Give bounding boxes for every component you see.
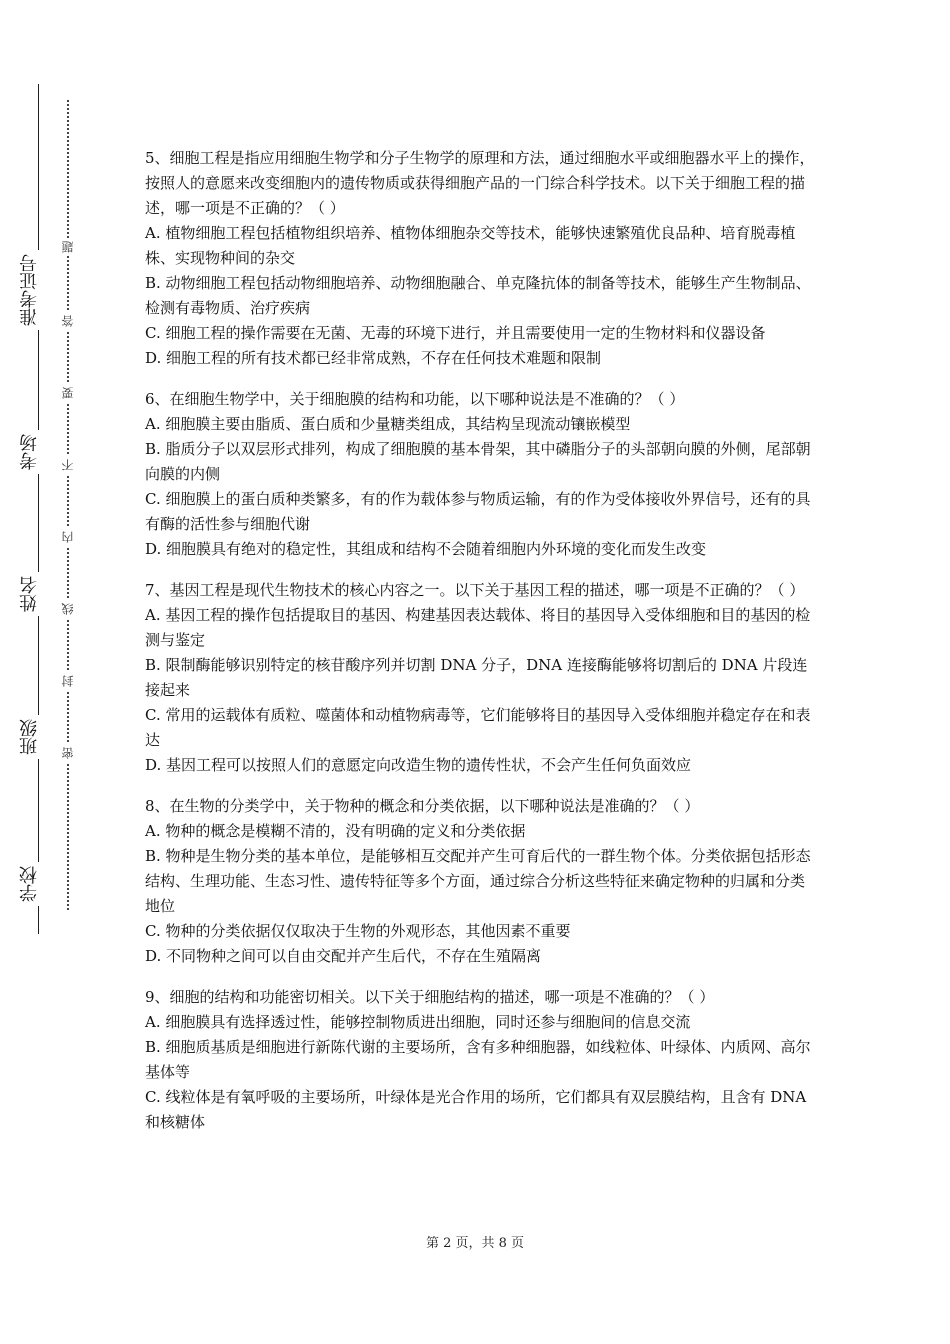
field-school: 学校	[16, 862, 44, 906]
option-d: D. 不同物种之间可以自由交配并产生后代，不存在生殖隔离	[145, 947, 542, 965]
seal-char-6: 线	[58, 600, 78, 618]
option-c: C. 线粒体是有氧呼吸的主要场所，叶绿体是光合作用的场所，它们都具有双层膜结构，且含有 DNA 和核糖体	[145, 1088, 807, 1131]
option-c: C. 细胞膜上的蛋白质种类繁多，有的作为载体参与物质运输，有的作为受体接收外界信号，还有的具有酶的活性参与细胞代谢	[145, 490, 811, 533]
seal-char-1: 题	[58, 238, 78, 256]
question-5	[145, 146, 815, 371]
option-b: B. 物种是生物分类的基本单位，是能够相互交配并产生可育后代的一群生物个体。分类依据包括形态结构、生理功能、生态习性、遗传特征等多个方面，通过综合分析这些特征来确定物种的归属和分类地位	[145, 847, 811, 915]
field-exam-number: 准考证号	[16, 250, 44, 330]
seal-char-2: 答	[58, 312, 78, 330]
question-6	[145, 387, 815, 562]
binding-solid-line	[38, 84, 39, 934]
question-stem: 6、在细胞生物学中，关于细胞膜的结构和功能，以下哪种说法是不准确的？（ ）	[145, 390, 685, 408]
seal-char-4: 不	[58, 456, 78, 474]
field-class: 班级	[16, 715, 44, 759]
question-stem: 9、细胞的结构和功能密切相关。以下关于细胞结构的描述，哪一项是不准确的？（ ）	[145, 988, 715, 1006]
question-list	[145, 146, 815, 1151]
page-number-footer: 第 2 页，共 8 页	[425, 1236, 525, 1251]
question-8	[145, 794, 815, 969]
option-b: B. 细胞质基质是细胞进行新陈代谢的主要场所，含有多种细胞器，如线粒体、叶绿体、内质网、高尔基体等	[145, 1038, 811, 1081]
option-d: D. 基因工程可以按照人们的意愿定向改造生物的遗传性状，不会产生任何负面效应	[145, 756, 692, 774]
field-name: 姓名	[16, 572, 44, 616]
binding-dotted-line	[67, 100, 69, 910]
question-9	[145, 985, 815, 1135]
binding-margin	[0, 0, 120, 1344]
field-exam-room: 考场	[16, 430, 44, 474]
option-d: D. 细胞工程的所有技术都已经非常成熟，不存在任何技术难题和限制	[145, 349, 602, 367]
question-stem: 5、细胞工程是指应用细胞生物学和分子生物学的原理和方法，通过细胞水平或细胞器水平上的操作，按照人的意愿来改变细胞内的遗传物质或获得细胞产品的一门综合科学技术。以下关于细胞工程的描述，哪一项是不正确的？（ ）	[145, 149, 815, 217]
option-a: A. 细胞膜主要由脂质、蛋白质和少量糖类组成，其结构呈现流动镶嵌模型	[145, 415, 631, 433]
option-a: A. 植物细胞工程包括植物组织培养、植物体细胞杂交等技术，能够快速繁殖优良品种、培育脱毒植株、实现物种间的杂交	[145, 224, 796, 267]
seal-char-5: 内	[58, 528, 78, 546]
option-a: A. 基因工程的操作包括提取目的基因、构建基因表达载体、将目的基因导入受体细胞和目的基因的检测与鉴定	[145, 606, 811, 649]
question-7	[145, 578, 815, 778]
option-c: C. 细胞工程的操作需要在无菌、无毒的环境下进行，并且需要使用一定的生物材料和仪器设备	[145, 324, 766, 342]
question-stem: 7、基因工程是现代生物技术的核心内容之一。以下关于基因工程的描述，哪一项是不正确的？（ ）	[145, 581, 805, 599]
option-b: B. 动物细胞工程包括动物细胞培养、动物细胞融合、单克隆抗体的制备等技术，能够生产生物制品、检测有毒物质、治疗疾病	[145, 274, 811, 317]
option-a: A. 物种的概念是模糊不清的，没有明确的定义和分类依据	[145, 822, 526, 840]
option-b: B. 限制酶能够识别特定的核苷酸序列并切割 DNA 分子，DNA 连接酶能够将切割后的 DNA 片段连接起来	[145, 656, 808, 699]
option-b: B. 脂质分子以双层形式排列，构成了细胞膜的基本骨架，其中磷脂分子的头部朝向膜的外侧，尾部朝向膜的内侧	[145, 440, 811, 483]
seal-char-3: 要	[58, 384, 78, 402]
option-c: C. 物种的分类依据仅仅取决于生物的外观形态，其他因素不重要	[145, 922, 571, 940]
option-d: D. 细胞膜具有绝对的稳定性，其组成和结构不会随着细胞内外环境的变化而发生改变	[145, 540, 707, 558]
seal-char-7: 封	[58, 672, 78, 690]
option-a: A. 细胞膜具有选择透过性，能够控制物质进出细胞，同时还参与细胞间的信息交流	[145, 1013, 691, 1031]
option-c: C. 常用的运载体有质粒、噬菌体和动植物病毒等，它们能够将目的基因导入受体细胞并稳定存在和表达	[145, 706, 811, 749]
question-stem: 8、在生物的分类学中，关于物种的概念和分类依据，以下哪种说法是准确的？（ ）	[145, 797, 700, 815]
seal-char-8: 密	[58, 744, 78, 762]
